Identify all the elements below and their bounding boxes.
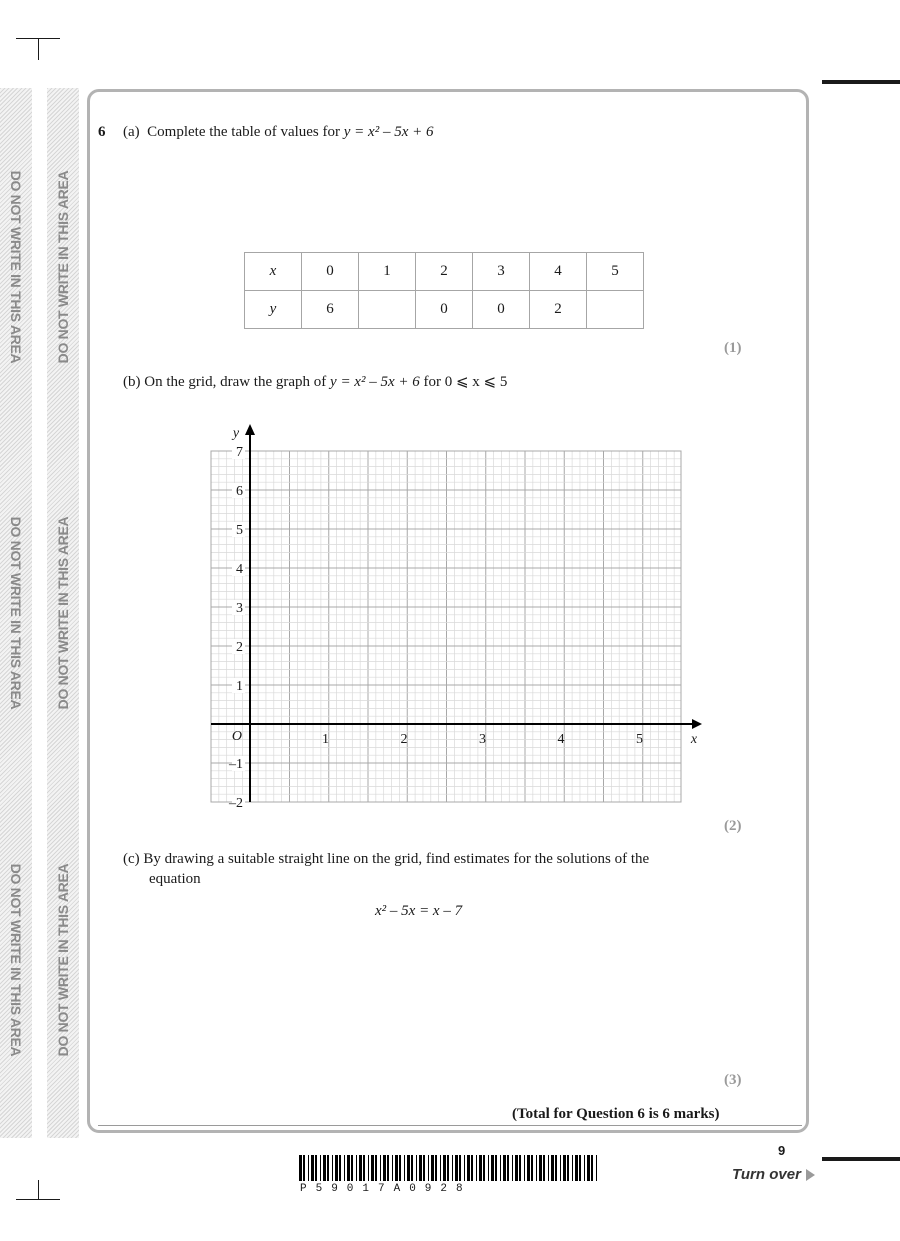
barcode-bar: [560, 1155, 561, 1181]
y-tick-label: –1: [229, 757, 243, 772]
barcode-bar: [443, 1155, 446, 1181]
do-not-write-label: DO NOT WRITE IN THIS AREA: [8, 170, 24, 363]
table-cell: 5: [587, 253, 644, 291]
barcode-bar: [579, 1155, 581, 1181]
y-tick-label: –2: [229, 796, 243, 811]
do-not-write-label: DO NOT WRITE IN THIS AREA: [8, 863, 24, 1056]
question-total: (Total for Question 6 is 6 marks): [512, 1106, 720, 1122]
barcode-bar: [455, 1155, 458, 1181]
table-header-x: x: [245, 253, 302, 291]
barcode-bar: [383, 1155, 386, 1181]
barcode: [299, 1155, 599, 1181]
page-number: 9: [778, 1143, 786, 1158]
y-tick-label: 1: [236, 679, 243, 694]
barcode-bar: [347, 1155, 350, 1181]
barcode-bar: [311, 1155, 314, 1181]
barcode-bar: [392, 1155, 393, 1181]
total-rule: [98, 1125, 802, 1126]
part-c-marks: (3): [724, 1072, 742, 1088]
part-c-text: By drawing a suitable straight line on the grid, find estimates for the solutions of the: [143, 851, 650, 867]
barcode-bar: [351, 1155, 353, 1181]
barcode-bar: [431, 1155, 434, 1181]
x-tick-label: 5: [636, 732, 643, 747]
barcode-bar: [375, 1155, 377, 1181]
barcode-bar: [428, 1155, 429, 1181]
table-cell: 2: [530, 291, 587, 329]
barcode-bar: [452, 1155, 453, 1181]
table-cell: 0: [416, 291, 473, 329]
barcode-bar: [495, 1155, 497, 1181]
barcode-bar: [596, 1155, 597, 1181]
barcode-bar: [584, 1155, 585, 1181]
barcode-bar: [299, 1155, 302, 1181]
part-b-range: for 0 ⩽ x ⩽ 5: [423, 374, 508, 390]
barcode-bar: [315, 1155, 317, 1181]
barcode-bar: [387, 1155, 389, 1181]
part-b-text: On the grid, draw the graph of: [144, 374, 327, 390]
do-not-write-label: DO NOT WRITE IN THIS AREA: [55, 516, 71, 710]
part-b-equation: y = x² – 5x + 6: [330, 374, 420, 390]
do-not-write-label: DO NOT WRITE IN THIS AREA: [55, 170, 71, 363]
table-cell: 2: [416, 253, 473, 291]
x-tick-label: 3: [479, 732, 486, 747]
origin-label: O: [231, 729, 242, 744]
barcode-bar: [567, 1155, 569, 1181]
barcode-bar: [476, 1155, 477, 1181]
y-tick-label: 5: [236, 523, 243, 538]
y-tick-label: 2: [236, 640, 243, 655]
table-cell: 3: [473, 253, 530, 291]
x-axis-arrow-icon: [692, 719, 702, 729]
part-b-label: (b): [123, 374, 141, 390]
barcode-bar: [308, 1155, 309, 1181]
y-axis-label: y: [232, 426, 240, 441]
part-c-line2: equation: [149, 871, 201, 887]
barcode-bar: [327, 1155, 329, 1181]
grid-lines: [211, 451, 681, 802]
do-not-write-label: DO NOT WRITE IN THIS AREA: [55, 863, 71, 1056]
barcode-bar: [555, 1155, 557, 1181]
barcode-bar: [356, 1155, 357, 1181]
barcode-bar: [539, 1155, 542, 1181]
x-tick-label: 2: [400, 732, 408, 747]
y-tick-label: 3: [236, 601, 243, 616]
barcode-bar: [464, 1155, 465, 1181]
barcode-bar: [531, 1155, 533, 1181]
barcode-bar: [344, 1155, 345, 1181]
barcode-bar: [320, 1155, 321, 1181]
barcode-bar: [411, 1155, 413, 1181]
part-c-line1: [123, 851, 649, 868]
part-b-marks: (2): [724, 818, 742, 834]
barcode-bar: [507, 1155, 509, 1181]
barcode-bar: [399, 1155, 401, 1181]
barcode-bar: [572, 1155, 573, 1181]
barcode-bar: [488, 1155, 489, 1181]
barcode-bar: [512, 1155, 513, 1181]
barcode-bar: [524, 1155, 525, 1181]
barcode-bar: [407, 1155, 410, 1181]
barcode-bar: [371, 1155, 374, 1181]
barcode-bar: [363, 1155, 365, 1181]
part-c-label: (c): [123, 851, 140, 867]
table-cell: 6: [302, 291, 359, 329]
x-tick-label: 4: [557, 732, 565, 747]
barcode-bar: [339, 1155, 341, 1181]
barcode-bar: [459, 1155, 461, 1181]
part-a-equation: y = x² – 5x + 6: [343, 124, 434, 140]
barcode-bar: [551, 1155, 554, 1181]
table-cell: 0: [302, 253, 359, 291]
barcode-bar: [335, 1155, 338, 1181]
barcode-bar: [440, 1155, 441, 1181]
barcode-bar: [323, 1155, 326, 1181]
barcode-number: P59017A0928: [300, 1183, 472, 1195]
y-tick-label: 7: [236, 445, 243, 460]
x-axis-label: x: [690, 732, 698, 747]
barcode-bar: [527, 1155, 530, 1181]
barcode-bar: [536, 1155, 537, 1181]
do-not-write-label: DO NOT WRITE IN THIS AREA: [8, 516, 24, 710]
barcode-bar: [416, 1155, 417, 1181]
barcode-bar: [543, 1155, 545, 1181]
x-tick-label: 1: [322, 732, 329, 747]
barcode-bar: [419, 1155, 422, 1181]
barcode-bar: [591, 1155, 593, 1181]
barcode-bar: [483, 1155, 485, 1181]
turn-over-arrow-icon[interactable]: [806, 1169, 815, 1181]
barcode-bar: [359, 1155, 362, 1181]
barcode-bar: [587, 1155, 590, 1181]
barcode-bar: [471, 1155, 473, 1181]
barcode-bar: [368, 1155, 369, 1181]
barcode-bar: [447, 1155, 449, 1181]
table-cell: 0: [473, 291, 530, 329]
part-c-equation: x² – 5x = x – 7: [375, 903, 463, 919]
barcode-bar: [500, 1155, 501, 1181]
barcode-bar: [467, 1155, 470, 1181]
barcode-bar: [548, 1155, 549, 1181]
barcode-bar: [404, 1155, 405, 1181]
barcode-bar: [503, 1155, 506, 1181]
turn-over-label[interactable]: Turn over: [732, 1166, 801, 1183]
barcode-bar: [435, 1155, 437, 1181]
barcode-bar: [491, 1155, 494, 1181]
barcode-bar: [519, 1155, 521, 1181]
y-tick-label: 4: [236, 562, 243, 577]
barcode-bar: [563, 1155, 566, 1181]
barcode-bar: [332, 1155, 333, 1181]
part-a-label: (a): [123, 124, 140, 140]
barcode-bar: [515, 1155, 518, 1181]
y-axis-arrow-icon: [245, 424, 255, 435]
barcode-bar: [423, 1155, 425, 1181]
barcode-bar: [380, 1155, 381, 1181]
barcode-bar: [479, 1155, 482, 1181]
barcode-bar: [575, 1155, 578, 1181]
table-header-y: y: [245, 291, 302, 329]
part-a-marks: (1): [724, 340, 742, 356]
barcode-bar: [395, 1155, 398, 1181]
y-tick-label: 6: [236, 484, 243, 499]
question-number: 6: [98, 124, 106, 140]
table-cell: 1: [359, 253, 416, 291]
part-a-text: Complete the table of values for: [147, 124, 341, 140]
barcode-bar: [303, 1155, 305, 1181]
table-cell: 4: [530, 253, 587, 291]
bottom-edge-bar: [822, 1157, 900, 1161]
